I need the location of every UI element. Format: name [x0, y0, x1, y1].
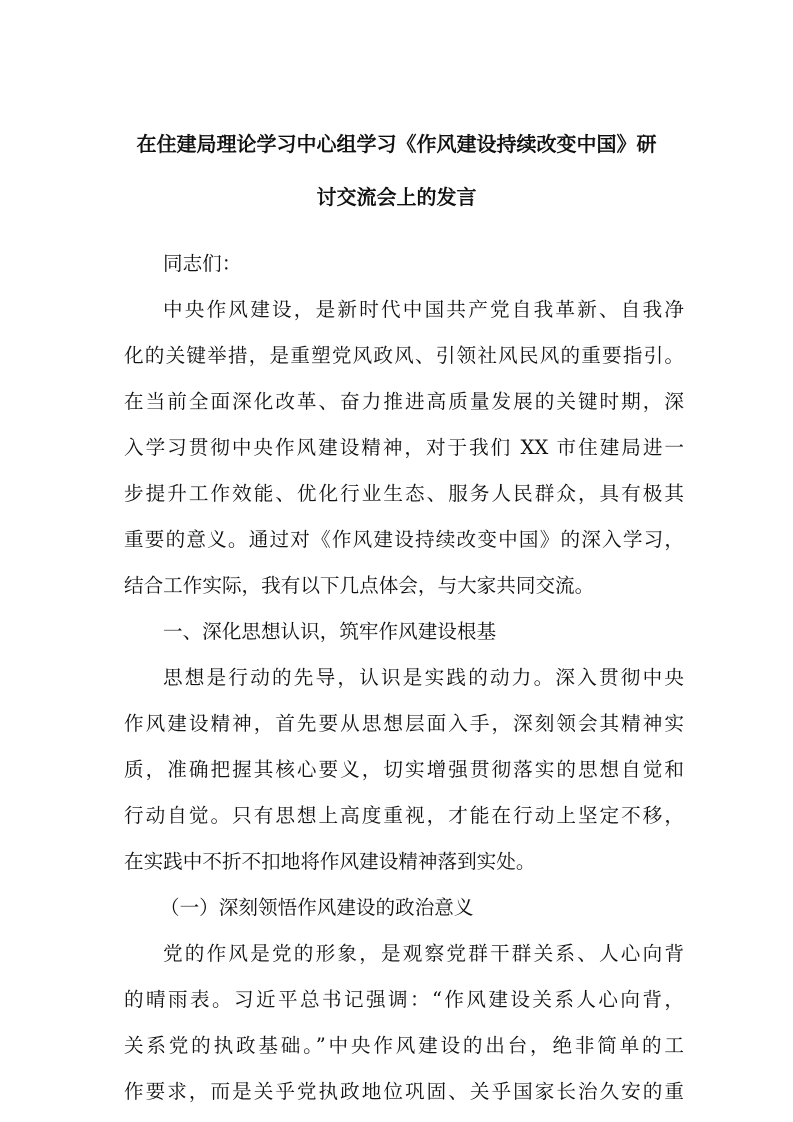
paragraph-3-line: 作要求，而是关乎党执政地位巩固、关乎国家长治久安的重 — [124, 1080, 684, 1103]
section-heading-1: 一、深化思想认识，筑牢作风建设根基 — [163, 620, 497, 643]
paragraph-2-line: 作风建设精神，首先要从思想层面入手，深刻领会其精神实 — [124, 712, 684, 735]
document-title-line-1: 在住建局理论学习中心组学习《作风建设持续改变中国》研 — [136, 132, 657, 156]
paragraph-3-line: 的晴雨表。习近平总书记强调：“作风建设关系人心向背， — [124, 988, 684, 1011]
salutation: 同志们： — [163, 252, 242, 275]
paragraph-1-line: 重要的意义。通过对《作风建设持续改变中国》的深入学习， — [124, 528, 684, 551]
subsection-heading-1: （一）深刻领悟作风建设的政治意义 — [160, 896, 474, 919]
paragraph-3-line: 关系党的执政基础。”中央作风建设的出台，绝非简单的工 — [124, 1034, 684, 1057]
paragraph-2-line: 在实践中不折不扣地将作风建设精神落到实处。 — [124, 850, 536, 873]
document-title-line-2: 讨交流会上的发言 — [316, 185, 477, 209]
paragraph-1-line: 化的关键举措，是重塑党风政风、引领社风民风的重要指引。 — [124, 344, 684, 367]
paragraph-2-line: 质，准确把握其核心要义，切实增强贯彻落实的思想自觉和 — [124, 758, 684, 781]
paragraph-1-line: 结合工作实际，我有以下几点体会，与大家共同交流。 — [124, 574, 595, 597]
paragraph-1-line: 在当前全面深化改革、奋力推进高质量发展的关键时期，深 — [124, 390, 684, 413]
paragraph-2-line: 行动自觉。只有思想上高度重视，才能在行动上坚定不移， — [124, 804, 684, 827]
paragraph-1-line: 中央作风建设，是新时代中国共产党自我革新、自我净 — [163, 298, 684, 321]
paragraph-2-line: 思想是行动的先导，认识是实践的动力。深入贯彻中央 — [163, 666, 684, 689]
paragraph-1-line: 步提升工作效能、优化行业生态、服务人民群众，具有极其 — [124, 482, 684, 505]
paragraph-1-line: 入学习贯彻中央作风建设精神，对于我们 XX 市住建局进一 — [124, 436, 684, 459]
paragraph-3-line: 党的作风是党的形象，是观察党群干群关系、人心向背 — [163, 942, 684, 965]
